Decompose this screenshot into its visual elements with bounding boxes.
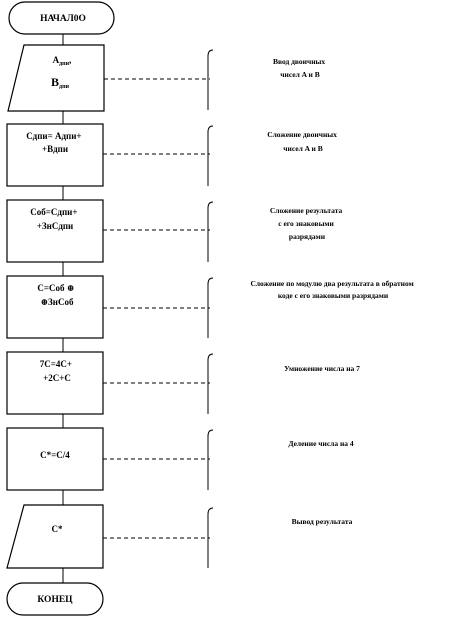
- xor-comment: Сложение по модулю два результата в обратном коде с его знаковыми разрядами: [250, 279, 414, 300]
- input-block: [8, 45, 104, 111]
- output-label: C*: [51, 524, 63, 534]
- sign-addition-block: [7, 200, 103, 262]
- divide-formula: C*=C/4: [40, 450, 70, 460]
- sign-addition-comment-bracket: [208, 202, 213, 262]
- start-terminal: [9, 2, 114, 34]
- output-block: [7, 505, 103, 568]
- end-terminal-label: КОНЕЦ: [37, 595, 73, 605]
- sign-addition-comment: Сложение результата с его знаковыми разрядами: [269, 206, 343, 241]
- multiply-formula: 7C=4C+ +2C+C: [39, 359, 73, 383]
- sign-addition-formula: Cоб=Cдпи+ +ЗнCдпи: [30, 207, 78, 231]
- addition-comment-bracket: [208, 126, 213, 186]
- divide-comment: Деление числа на 4: [288, 439, 354, 448]
- xor-block: [7, 276, 103, 338]
- input-comment: Ввод двоичных чисел A и B: [272, 57, 326, 79]
- addition-block: [7, 124, 103, 186]
- multiply-comment: Умножение числа на 7: [284, 364, 360, 373]
- addition-comment: Сложение двоичных чисел A и B: [267, 130, 337, 153]
- output-comment: Вывод результата: [291, 517, 353, 526]
- end-terminal: [7, 583, 103, 615]
- divide-comment-bracket: [208, 430, 213, 490]
- addition-formula: Cдпи= Aдпи+ +Bдпи: [26, 131, 82, 154]
- xor-formula: C=Cоб ⊕ ⊕ЗнCоб: [37, 283, 75, 307]
- multiply-comment-bracket: [208, 354, 213, 414]
- start-terminal-label: НАЧАЛ0О: [40, 14, 86, 24]
- multiply-block: [7, 352, 103, 414]
- input-line-b: Bдпи: [51, 75, 69, 90]
- input-line-a: $A_{дпи}$,: [52, 55, 72, 67]
- input-comment-bracket: [208, 50, 213, 110]
- divide-block: [7, 428, 103, 490]
